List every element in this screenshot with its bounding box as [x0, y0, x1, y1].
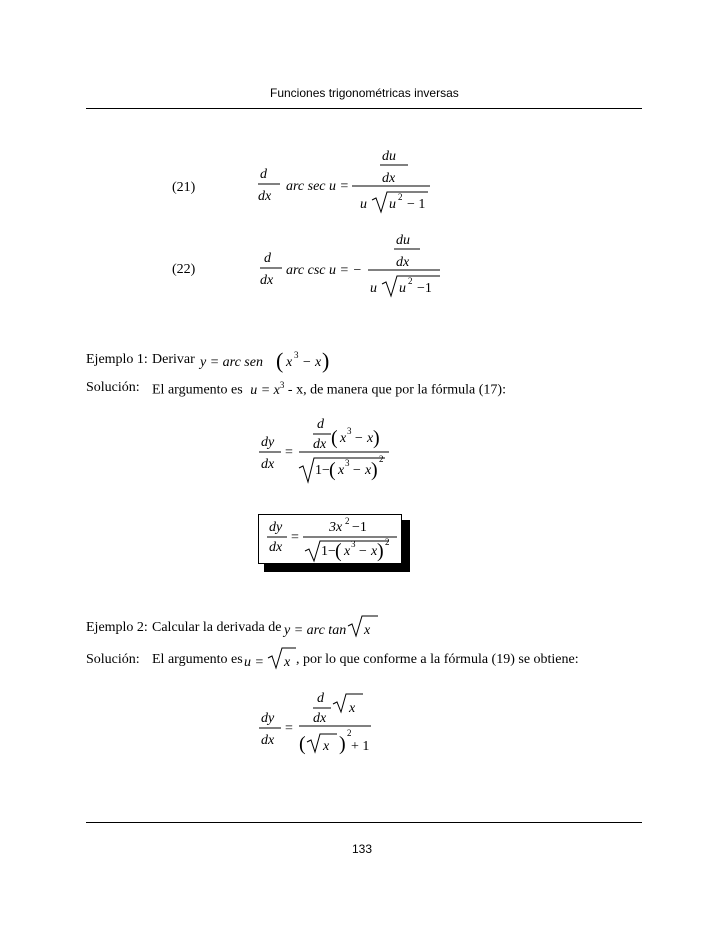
ex2-radicand: x	[364, 623, 371, 638]
example2-derivation	[255, 688, 385, 768]
formula-21-number: (21)	[172, 180, 196, 195]
svg-text:2: 2	[379, 454, 384, 464]
svg-text:): )	[373, 427, 380, 449]
example1-solution-line	[152, 380, 506, 399]
f21-radicand: u	[389, 197, 396, 212]
svg-text:): )	[371, 459, 378, 481]
ex1-sol-text-1: El argumento es	[152, 382, 243, 398]
svg-text:x: x	[338, 463, 345, 478]
example2-solution-text-2: , por lo que conforme a la fórmula (19) se obtiene:	[296, 652, 579, 667]
svg-text:− x: − x	[358, 544, 378, 559]
ex2-sqrt-icon	[348, 616, 378, 636]
example2-expression	[284, 610, 384, 638]
formula-21	[250, 140, 450, 220]
example2-solution-text-1: El argumento es	[152, 652, 243, 667]
svg-text:x: x	[323, 739, 330, 754]
ex1-inner-exp: 3	[294, 350, 299, 360]
formula-22-number: (22)	[172, 262, 196, 277]
f22-radicand: u	[399, 281, 406, 296]
result-box	[258, 514, 402, 564]
svg-text:1−: 1−	[321, 544, 336, 559]
f22-d: d	[264, 251, 271, 266]
svg-text:=: =	[291, 530, 299, 545]
f21-minus-one: − 1	[407, 197, 426, 212]
ex1-inner-rest: − x	[302, 355, 322, 370]
example1-expression	[200, 340, 340, 373]
svg-text:dy: dy	[261, 435, 275, 450]
example1-derivation	[255, 412, 405, 492]
svg-text:x: x	[349, 701, 356, 716]
svg-text:=: =	[285, 721, 293, 736]
f22-num-top: du	[396, 233, 410, 248]
example1-text: Derivar	[152, 352, 195, 367]
example1-label: Ejemplo 1:	[86, 352, 148, 367]
svg-text:3: 3	[347, 426, 352, 436]
f22-func: arc csc u = −	[286, 263, 362, 278]
svg-text:(: (	[335, 540, 342, 562]
svg-text:(: (	[299, 733, 306, 755]
ex2-sol-sqrt-icon	[268, 648, 296, 668]
ex1-rparen: )	[322, 348, 330, 373]
svg-text:x: x	[284, 655, 291, 670]
svg-text:dx: dx	[269, 540, 283, 555]
svg-text:dy: dy	[269, 520, 283, 535]
f21-num-bottom: dx	[382, 171, 396, 186]
svg-text:+ 1: + 1	[351, 739, 370, 754]
svg-text:d: d	[317, 691, 324, 706]
f22-minus-one: −1	[417, 281, 432, 296]
svg-text:x: x	[340, 431, 347, 446]
example1-solution-label: Solución:	[86, 380, 140, 395]
ex2-expr: y = arc tan	[284, 623, 347, 638]
ex1-sol-text-2: - x, de manera que por la fórmula (17):	[284, 382, 506, 398]
svg-text:3: 3	[351, 539, 356, 549]
svg-text:2: 2	[385, 537, 390, 547]
f21-dx: dx	[258, 189, 272, 204]
svg-text:(: (	[331, 427, 338, 449]
svg-text:): )	[377, 540, 384, 562]
svg-text:2: 2	[347, 728, 352, 738]
svg-text:dx: dx	[261, 733, 275, 748]
svg-text:dy: dy	[261, 711, 275, 726]
svg-text:u =: u =	[244, 655, 264, 670]
ex1-sol-exp: 3	[279, 380, 285, 390]
f22-dx: dx	[260, 273, 274, 288]
svg-text:): )	[339, 733, 346, 755]
svg-text:dx: dx	[261, 457, 275, 472]
result-num-rest: −1	[352, 520, 367, 535]
svg-text:x: x	[344, 544, 351, 559]
result-formula	[259, 515, 401, 563]
ex1-inner: x	[286, 355, 293, 370]
example2-label: Ejemplo 2:	[86, 620, 148, 635]
svg-text:3: 3	[345, 458, 350, 468]
f21-u: u	[360, 197, 367, 212]
example2-solution-u	[244, 642, 298, 670]
result-num-exp: 2	[345, 516, 350, 526]
result-num: 3x	[329, 520, 343, 535]
f22-u: u	[370, 281, 377, 296]
footer-rule	[86, 822, 642, 823]
f21-d: d	[260, 167, 267, 182]
svg-text:d: d	[317, 417, 324, 432]
svg-text:− x: − x	[352, 463, 372, 478]
f22-num-bottom: dx	[396, 255, 410, 270]
page-header-title: Funciones trigonométricas inversas	[270, 86, 459, 100]
svg-text:dx: dx	[313, 437, 327, 452]
f21-func: arc sec u =	[286, 179, 349, 194]
example2-solution-label: Solución:	[86, 652, 140, 667]
ex1-expr: y = arc sen	[200, 355, 263, 370]
f21-num-top: du	[382, 149, 396, 164]
svg-text:=: =	[285, 445, 293, 460]
formula-22	[250, 222, 460, 302]
ex1-lparen: (	[276, 348, 284, 373]
svg-text:1−: 1−	[315, 463, 330, 478]
svg-text:− x: − x	[354, 431, 374, 446]
f21-exp: 2	[398, 192, 403, 202]
f22-exp: 2	[408, 276, 413, 286]
header-rule	[86, 108, 642, 109]
ex1-sol-u: u = x	[250, 382, 280, 398]
page-number: 133	[352, 842, 373, 856]
example2-text: Calcular la derivada de	[152, 620, 282, 635]
svg-text:(: (	[329, 459, 336, 481]
svg-text:dx: dx	[313, 711, 327, 726]
